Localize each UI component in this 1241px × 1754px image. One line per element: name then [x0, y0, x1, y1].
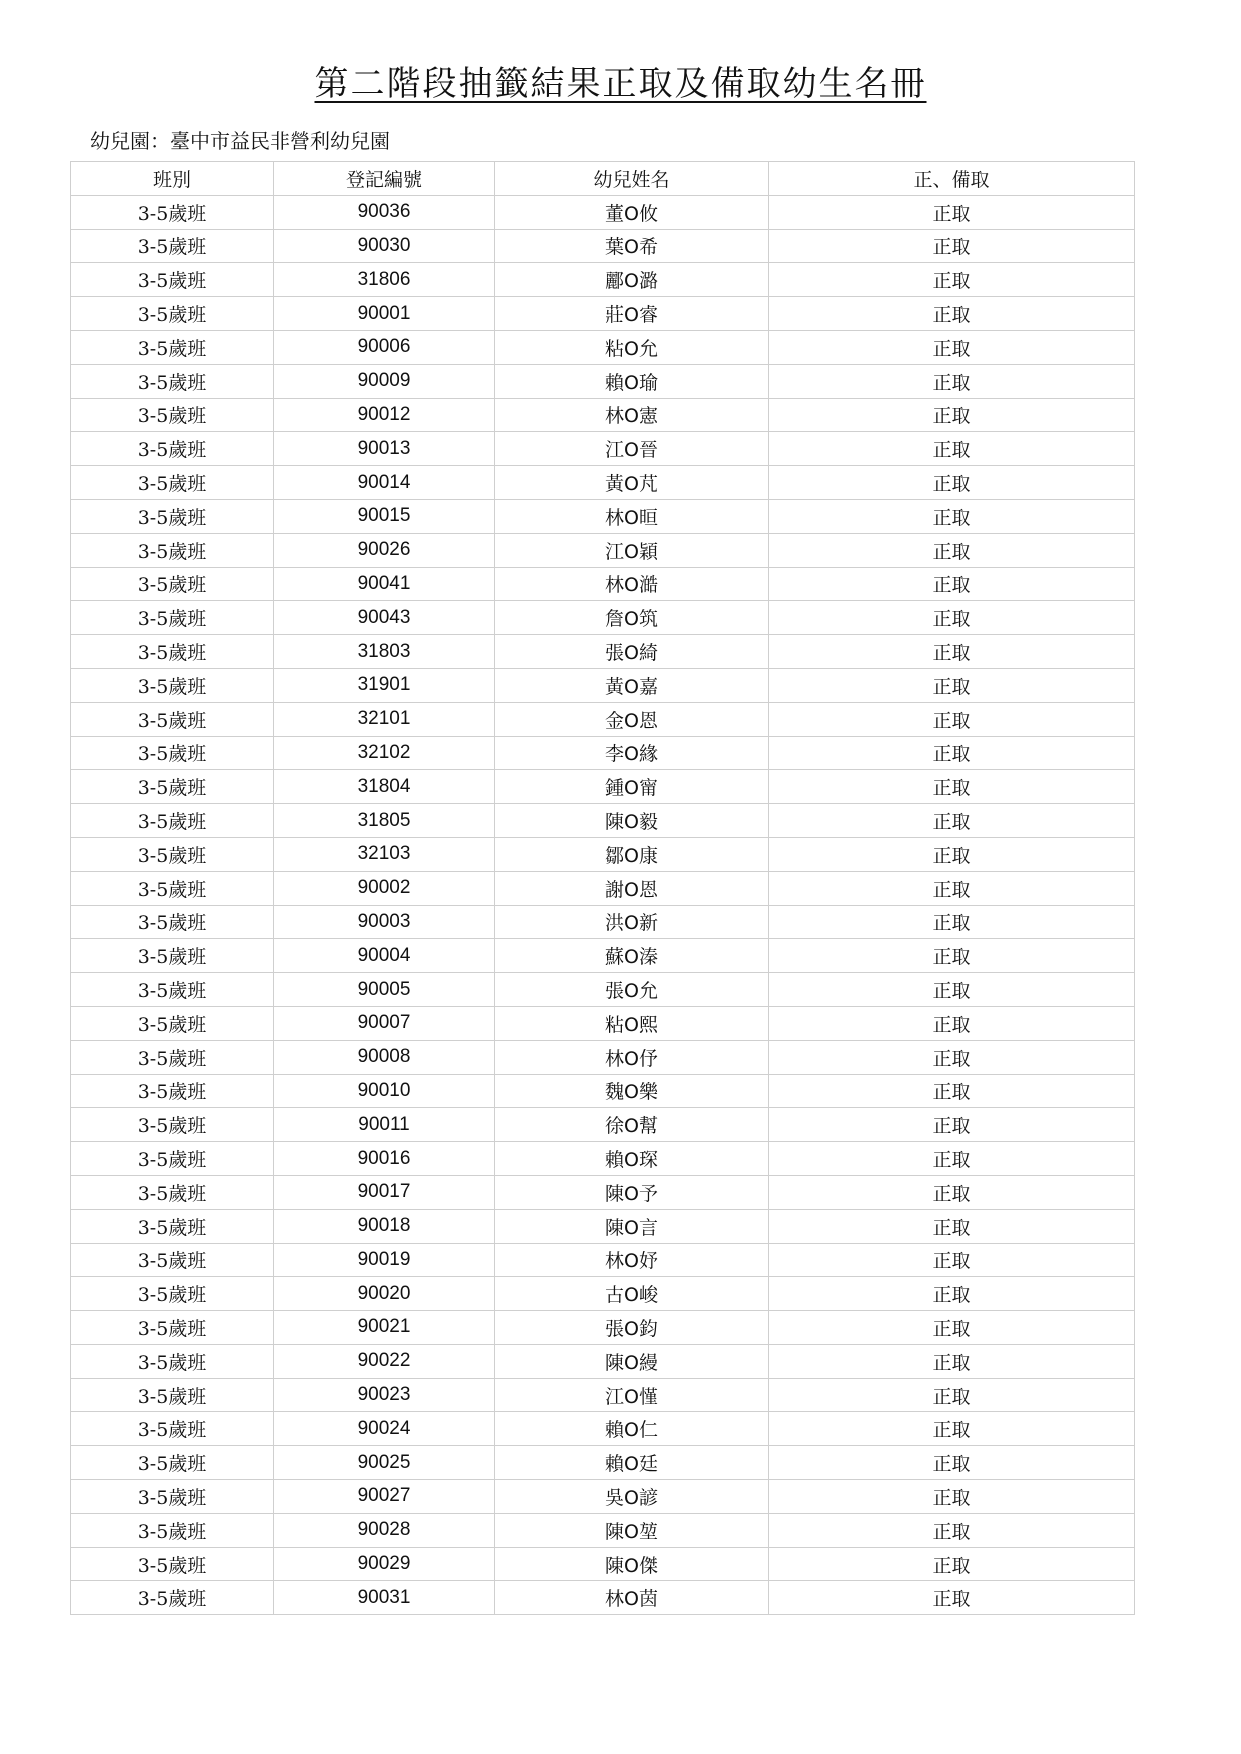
- cell-registration-number: 90029: [274, 1547, 495, 1581]
- enrollment-table: [70, 161, 1135, 1615]
- table-row: [71, 364, 1135, 398]
- cell-registration-number: 90020: [274, 1277, 495, 1311]
- cell-admission-status: 正取: [769, 466, 1135, 500]
- table-row: [71, 499, 1135, 533]
- cell-admission-status: 正取: [769, 1108, 1135, 1142]
- cell-class: 3-5歲班: [71, 466, 274, 500]
- table-row: [71, 1547, 1135, 1581]
- cell-child-name: 葉O希: [495, 229, 769, 263]
- cell-registration-number: 32102: [274, 736, 495, 770]
- cell-child-name: 林O澔: [495, 567, 769, 601]
- table-row: [71, 1344, 1135, 1378]
- document-title-text: 第二階段抽籤結果正取及備取幼生名冊: [314, 64, 927, 104]
- cell-class: 3-5歲班: [71, 736, 274, 770]
- cell-child-name: 董O攸: [495, 195, 769, 229]
- header-row: [71, 162, 1135, 196]
- cell-registration-number: 90022: [274, 1344, 495, 1378]
- cell-child-name: 酈O潞: [495, 263, 769, 297]
- table-row: [71, 1243, 1135, 1277]
- cell-child-name: 黃O芃: [495, 466, 769, 500]
- cell-admission-status: 正取: [769, 1040, 1135, 1074]
- cell-child-name: 黃O嘉: [495, 668, 769, 702]
- table-row: [71, 601, 1135, 635]
- cell-class: 3-5歲班: [71, 770, 274, 804]
- cell-class: 3-5歲班: [71, 1108, 274, 1142]
- cell-registration-number: 90021: [274, 1311, 495, 1345]
- cell-class: 3-5歲班: [71, 499, 274, 533]
- cell-class: 3-5歲班: [71, 1480, 274, 1514]
- cell-child-name: 林O晅: [495, 499, 769, 533]
- table-row: [71, 635, 1135, 669]
- cell-class: 3-5歲班: [71, 939, 274, 973]
- cell-registration-number: 90005: [274, 973, 495, 1007]
- cell-registration-number: 90030: [274, 229, 495, 263]
- cell-child-name: 林O憲: [495, 398, 769, 432]
- cell-class: 3-5歲班: [71, 973, 274, 1007]
- cell-registration-number: 90012: [274, 398, 495, 432]
- cell-admission-status: 正取: [769, 1513, 1135, 1547]
- cell-child-name: 金O恩: [495, 702, 769, 736]
- table-row: [71, 1581, 1135, 1615]
- cell-child-name: 魏O樂: [495, 1074, 769, 1108]
- table-header: [71, 162, 1135, 196]
- cell-class: 3-5歲班: [71, 601, 274, 635]
- cell-registration-number: 90023: [274, 1378, 495, 1412]
- cell-registration-number: 90026: [274, 533, 495, 567]
- cell-child-name: 徐O幫: [495, 1108, 769, 1142]
- cell-admission-status: 正取: [769, 668, 1135, 702]
- cell-admission-status: 正取: [769, 939, 1135, 973]
- cell-registration-number: 31805: [274, 804, 495, 838]
- cell-admission-status: 正取: [769, 1378, 1135, 1412]
- cell-class: 3-5歲班: [71, 635, 274, 669]
- table-body: [71, 195, 1135, 1614]
- table-row: [71, 195, 1135, 229]
- table-row: [71, 1006, 1135, 1040]
- table-row: [71, 1175, 1135, 1209]
- header-class: 班別: [71, 162, 274, 196]
- cell-child-name: 鍾O甯: [495, 770, 769, 804]
- cell-child-name: 蘇O溱: [495, 939, 769, 973]
- cell-child-name: 詹O筑: [495, 601, 769, 635]
- cell-class: 3-5歲班: [71, 1344, 274, 1378]
- cell-admission-status: 正取: [769, 499, 1135, 533]
- cell-admission-status: 正取: [769, 263, 1135, 297]
- table-row: [71, 297, 1135, 331]
- table-row: [71, 432, 1135, 466]
- cell-registration-number: 90024: [274, 1412, 495, 1446]
- cell-admission-status: 正取: [769, 905, 1135, 939]
- cell-child-name: 江O穎: [495, 533, 769, 567]
- table-row: [71, 770, 1135, 804]
- cell-child-name: 張O允: [495, 973, 769, 1007]
- cell-registration-number: 90003: [274, 905, 495, 939]
- cell-class: 3-5歲班: [71, 567, 274, 601]
- cell-class: 3-5歲班: [71, 1209, 274, 1243]
- cell-admission-status: 正取: [769, 364, 1135, 398]
- cell-child-name: 江O慬: [495, 1378, 769, 1412]
- cell-child-name: 陳O言: [495, 1209, 769, 1243]
- document-title: [0, 56, 1241, 105]
- cell-admission-status: 正取: [769, 635, 1135, 669]
- table-row: [71, 1108, 1135, 1142]
- table-row: [71, 1311, 1135, 1345]
- cell-admission-status: 正取: [769, 330, 1135, 364]
- cell-registration-number: 31901: [274, 668, 495, 702]
- cell-class: 3-5歲班: [71, 398, 274, 432]
- cell-child-name: 陳O堃: [495, 1513, 769, 1547]
- cell-registration-number: 90004: [274, 939, 495, 973]
- cell-registration-number: 90028: [274, 1513, 495, 1547]
- cell-class: 3-5歲班: [71, 702, 274, 736]
- cell-class: 3-5歲班: [71, 1412, 274, 1446]
- cell-child-name: 林O伃: [495, 1040, 769, 1074]
- cell-class: 3-5歲班: [71, 1378, 274, 1412]
- cell-registration-number: 32101: [274, 702, 495, 736]
- table-row: [71, 905, 1135, 939]
- table-row: [71, 1074, 1135, 1108]
- table-row: [71, 973, 1135, 1007]
- cell-registration-number: 90015: [274, 499, 495, 533]
- cell-class: 3-5歲班: [71, 195, 274, 229]
- cell-class: 3-5歲班: [71, 432, 274, 466]
- table-row: [71, 837, 1135, 871]
- cell-class: 3-5歲班: [71, 1513, 274, 1547]
- table-row: [71, 1142, 1135, 1176]
- cell-child-name: 陳O縵: [495, 1344, 769, 1378]
- cell-admission-status: 正取: [769, 1175, 1135, 1209]
- cell-admission-status: 正取: [769, 229, 1135, 263]
- cell-admission-status: 正取: [769, 1344, 1135, 1378]
- cell-class: 3-5歲班: [71, 668, 274, 702]
- cell-child-name: 陳O傑: [495, 1547, 769, 1581]
- cell-registration-number: 90018: [274, 1209, 495, 1243]
- table-row: [71, 567, 1135, 601]
- table-row: [71, 229, 1135, 263]
- cell-class: 3-5歲班: [71, 1006, 274, 1040]
- table-row: [71, 668, 1135, 702]
- cell-admission-status: 正取: [769, 1243, 1135, 1277]
- cell-class: 3-5歲班: [71, 1040, 274, 1074]
- cell-child-name: 賴O琛: [495, 1142, 769, 1176]
- table-row: [71, 736, 1135, 770]
- header-child-name: 幼兒姓名: [495, 162, 769, 196]
- cell-registration-number: 31804: [274, 770, 495, 804]
- cell-class: 3-5歲班: [71, 364, 274, 398]
- cell-class: 3-5歲班: [71, 330, 274, 364]
- cell-registration-number: 90008: [274, 1040, 495, 1074]
- table-row: [71, 533, 1135, 567]
- cell-registration-number: 90031: [274, 1581, 495, 1615]
- table-row: [71, 1277, 1135, 1311]
- cell-child-name: 粘O熙: [495, 1006, 769, 1040]
- cell-admission-status: 正取: [769, 601, 1135, 635]
- table-row: [71, 330, 1135, 364]
- cell-registration-number: 90043: [274, 601, 495, 635]
- cell-class: 3-5歲班: [71, 297, 274, 331]
- cell-registration-number: 90006: [274, 330, 495, 364]
- cell-admission-status: 正取: [769, 702, 1135, 736]
- cell-child-name: 林O妤: [495, 1243, 769, 1277]
- cell-class: 3-5歲班: [71, 533, 274, 567]
- cell-child-name: 林O茵: [495, 1581, 769, 1615]
- cell-class: 3-5歲班: [71, 1175, 274, 1209]
- cell-admission-status: 正取: [769, 432, 1135, 466]
- cell-registration-number: 90002: [274, 871, 495, 905]
- cell-child-name: 江O晉: [495, 432, 769, 466]
- cell-registration-number: 90017: [274, 1175, 495, 1209]
- cell-admission-status: 正取: [769, 1209, 1135, 1243]
- table-row: [71, 263, 1135, 297]
- table-row: [71, 1446, 1135, 1480]
- cell-child-name: 賴O仁: [495, 1412, 769, 1446]
- cell-child-name: 張O綺: [495, 635, 769, 669]
- cell-child-name: 陳O毅: [495, 804, 769, 838]
- cell-child-name: 古O峻: [495, 1277, 769, 1311]
- cell-child-name: 李O緣: [495, 736, 769, 770]
- cell-class: 3-5歲班: [71, 837, 274, 871]
- cell-admission-status: 正取: [769, 567, 1135, 601]
- cell-class: 3-5歲班: [71, 1311, 274, 1345]
- cell-registration-number: 32103: [274, 837, 495, 871]
- cell-registration-number: 90010: [274, 1074, 495, 1108]
- cell-registration-number: 90036: [274, 195, 495, 229]
- cell-registration-number: 90019: [274, 1243, 495, 1277]
- cell-admission-status: 正取: [769, 398, 1135, 432]
- header-admission-status: 正、備取: [769, 162, 1135, 196]
- cell-admission-status: 正取: [769, 1547, 1135, 1581]
- cell-admission-status: 正取: [769, 837, 1135, 871]
- cell-admission-status: 正取: [769, 1074, 1135, 1108]
- school-name: 幼兒園：臺中市益民非營利幼兒園: [90, 129, 390, 153]
- table-row: [71, 1040, 1135, 1074]
- cell-class: 3-5歲班: [71, 1277, 274, 1311]
- cell-admission-status: 正取: [769, 1277, 1135, 1311]
- cell-child-name: 張O鈞: [495, 1311, 769, 1345]
- cell-registration-number: 31806: [274, 263, 495, 297]
- cell-registration-number: 90001: [274, 297, 495, 331]
- table-row: [71, 804, 1135, 838]
- cell-registration-number: 90016: [274, 1142, 495, 1176]
- cell-class: 3-5歲班: [71, 905, 274, 939]
- cell-class: 3-5歲班: [71, 263, 274, 297]
- cell-admission-status: 正取: [769, 297, 1135, 331]
- table-row: [71, 702, 1135, 736]
- cell-class: 3-5歲班: [71, 1142, 274, 1176]
- header-registration-number: 登記編號: [274, 162, 495, 196]
- cell-class: 3-5歲班: [71, 871, 274, 905]
- cell-child-name: 賴O廷: [495, 1446, 769, 1480]
- cell-admission-status: 正取: [769, 1311, 1135, 1345]
- cell-child-name: 謝O恩: [495, 871, 769, 905]
- cell-registration-number: 90041: [274, 567, 495, 601]
- table-row: [71, 466, 1135, 500]
- cell-class: 3-5歲班: [71, 1243, 274, 1277]
- cell-class: 3-5歲班: [71, 1547, 274, 1581]
- table-row: [71, 1513, 1135, 1547]
- cell-admission-status: 正取: [769, 1142, 1135, 1176]
- cell-class: 3-5歲班: [71, 1446, 274, 1480]
- table-row: [71, 871, 1135, 905]
- cell-registration-number: 90009: [274, 364, 495, 398]
- cell-child-name: 莊O睿: [495, 297, 769, 331]
- cell-registration-number: 90013: [274, 432, 495, 466]
- table-row: [71, 1378, 1135, 1412]
- table-row: [71, 398, 1135, 432]
- table-row: [71, 1209, 1135, 1243]
- cell-admission-status: 正取: [769, 973, 1135, 1007]
- cell-child-name: 陳O予: [495, 1175, 769, 1209]
- cell-registration-number: 90025: [274, 1446, 495, 1480]
- cell-admission-status: 正取: [769, 736, 1135, 770]
- cell-admission-status: 正取: [769, 533, 1135, 567]
- cell-admission-status: 正取: [769, 804, 1135, 838]
- cell-class: 3-5歲班: [71, 1074, 274, 1108]
- cell-admission-status: 正取: [769, 1412, 1135, 1446]
- table-row: [71, 1480, 1135, 1514]
- cell-admission-status: 正取: [769, 1581, 1135, 1615]
- cell-child-name: 鄒O康: [495, 837, 769, 871]
- cell-admission-status: 正取: [769, 1480, 1135, 1514]
- cell-registration-number: 90007: [274, 1006, 495, 1040]
- cell-registration-number: 90011: [274, 1108, 495, 1142]
- cell-admission-status: 正取: [769, 871, 1135, 905]
- cell-class: 3-5歲班: [71, 1581, 274, 1615]
- cell-class: 3-5歲班: [71, 229, 274, 263]
- cell-child-name: 賴O瑜: [495, 364, 769, 398]
- cell-admission-status: 正取: [769, 770, 1135, 804]
- cell-registration-number: 90014: [274, 466, 495, 500]
- cell-admission-status: 正取: [769, 195, 1135, 229]
- cell-admission-status: 正取: [769, 1446, 1135, 1480]
- table-row: [71, 1412, 1135, 1446]
- cell-class: 3-5歲班: [71, 804, 274, 838]
- cell-registration-number: 90027: [274, 1480, 495, 1514]
- cell-child-name: 粘O允: [495, 330, 769, 364]
- cell-registration-number: 31803: [274, 635, 495, 669]
- table-row: [71, 939, 1135, 973]
- cell-child-name: 吳O諺: [495, 1480, 769, 1514]
- cell-admission-status: 正取: [769, 1006, 1135, 1040]
- cell-child-name: 洪O新: [495, 905, 769, 939]
